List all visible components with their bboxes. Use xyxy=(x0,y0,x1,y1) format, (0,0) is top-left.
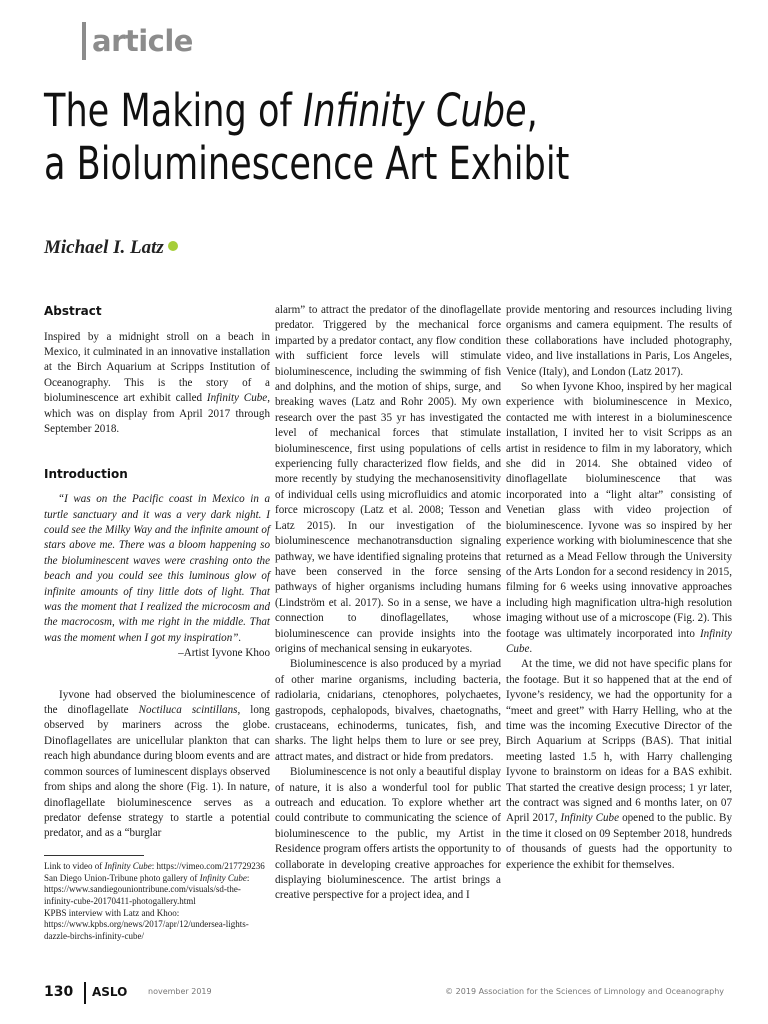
title-line2: a Bioluminescence Art Exhibit xyxy=(44,137,570,191)
title-line1-pre: The Making of xyxy=(44,84,303,137)
orcid-icon[interactable] xyxy=(168,241,178,251)
page-number: 130 xyxy=(44,984,74,1000)
col2-paragraph-2: Bioluminescence is also produced by a myriad of other marine organisms, including bacteria, radiolaria, cnidarians, ctenophores, polychaetes, gastropods, cephalopods, bivalves, chaetognaths, crustaceans, echinoderms, tunicates, fish, and sharks. The light helps them to lure or see prey, attract mates, and distract or hide from predators. xyxy=(275,658,501,763)
column-3 xyxy=(506,303,732,873)
author-name: Michael I. Latz xyxy=(44,237,164,258)
footnote-kpbs[interactable]: KPBS interview with Latz and Khoo: https://www.kpbs.org/news/2017/apr/12/undersea-lights-dazzle-birchs-infinity-cube/ xyxy=(44,907,249,942)
column-2 xyxy=(275,303,501,904)
section-label: article xyxy=(92,24,193,58)
footnotes xyxy=(44,855,270,943)
issue-date: november 2019 xyxy=(148,987,212,996)
abstract-text: Inspired by a midnight stroll on a beach in Mexico, it culminated in an innovative installation at the Birch Aquarium at Scripps Institution of Oceanography. This is the story of a bioluminescence art exhibit called Infinity Cube, which was on display from April 2017 through September 2018. xyxy=(44,330,271,436)
article-title xyxy=(44,84,590,190)
footnote-video[interactable]: Link to video of Infinity Cube: https://vimeo.com/217729236 xyxy=(44,861,265,871)
abstract-heading: Abstract xyxy=(44,304,102,318)
epigraph-quote: “I was on the Pacific coast in Mexico in a turtle sanctuary and it was a very dark night. I could see the Milky Way and the infinite amount of stars above me. There was a bloom happening so the bioluminescent waves were crashing onto the beach and you could see this luminous glow of infinite amounts of tiny little dots of light. That was the moment that I realized the microcosm and the macrocosm, with me right in the middle. That was the moment when I got my inspiration”. xyxy=(44,493,270,644)
footnote-gallery[interactable]: San Diego Union-Tribune photo gallery of Infinity Cube: https://www.sandiegouniontribune.com/visuals/sd-the-infinity-cube-20170411-photogallery.html xyxy=(44,872,250,907)
section-bar xyxy=(82,22,86,60)
col3-paragraph-2: So when Iyvone Khoo, inspired by her magical experience with bioluminescence in Mexico, contacted me with interest in a bioluminescence installation, I invited her to visit Scripps as an artist in residence to film in my laboratory, which she did in 2014. She obtained video of dinoflagellate bioluminescence that was incorporated into a “light altar” consisting of Venetian glass with video projection of bioluminescence. Iyvone was so inspired by her experience working with bioluminescence that she returned as a Mead Fellow through the University of the Arts London for a second residency in 2015, filming for 6 weeks using innovative approaches including high magnification ultra-high resolution imaging without use of a microscope (Fig. 2). This footage was ultimately incorporated into Infinity Cube. xyxy=(506,381,732,655)
col3-paragraph-1: provide mentoring and resources including living organisms and camera equipment. The results of these collaborations have included photography, video, and live installations in Paris, Los Angeles, Venice (Italy), and London (Latz 2017). xyxy=(506,304,732,378)
title-line1-em: Infinity Cube xyxy=(302,84,527,137)
author-line xyxy=(44,237,178,259)
epigraph-attribution: –Artist Iyvone Khoo xyxy=(178,647,270,660)
introduction-heading: Introduction xyxy=(44,466,128,481)
column-1 xyxy=(44,303,270,842)
title-line1-post: , xyxy=(526,84,538,137)
footer-divider xyxy=(84,982,86,1004)
col2-paragraph-1: alarm” to attract the predator of the dinoflagellate predator. Triggered by the mechanical force imparted by a predator contact, any flow condition with sufficient force levels will stimulate bioluminescence, including the swimming of fish and dolphins, and the motion of ships, surge, and breaking waves (Latz and Rohr 2005). My own research over the past 35 yr has investigated the level of mechanical forces that stimulate bioluminescence, first using populations of cells experiencing fully characterized flow fields, and more recently by studying the mechanosensitivity of individual cells using microfluidics and atomic force microscopy (Latz et al. 2008; Tesson and Latz 2015). In our investigation of the bioluminescence mechanotransduction signaling pathway, we have identified signaling proteins that have been conserved in the force sensing pathways of higher organisms including humans (Lindström et al. 2017). So in a sense, we have a connection to dinoflagellates, whose bioluminescence can provide insights into the origins of mechanical sensing in eukaryotes. xyxy=(275,304,501,655)
page-footer xyxy=(0,982,768,1012)
col2-paragraph-3: Bioluminescence is not only a beautiful display of nature, it is also a wonderful tool for public outreach and education. To explore whether art could contribute to communicating the science of bioluminescence to the public, my Artist in Residence program offers artists the opportunity to collaborate in developing creative approaches for displaying bioluminescence. The artist brings a creative perspective for a project idea, and I xyxy=(275,766,501,902)
footnote-rule xyxy=(44,855,144,856)
intro-paragraph: Iyvone had observed the bioluminescence of the dinoflagellate Noctiluca scintillans, long observed by mariners across the globe. Dinoflagellates are unicellular plankton that can reach high abundance during bloom events and are common sources of luminescent displays observed from ships and along the shore (Fig. 1). In nature, dinoflagellate bioluminescence serves as a predator defense strategy to startle a potential predator, and as a “burglar xyxy=(44,688,270,840)
copyright-notice: © 2019 Association for the Sciences of Limnology and Oceanography xyxy=(445,987,724,996)
col3-paragraph-3: At the time, we did not have specific plans for the footage. But it so happened that at the end of Iyvone’s residency, we had the opportunity for a “meet and greet” with Harry Helling, who at the time was the incoming Executive Director of the Birch Aquarium at Scripps (BAS). That initial meeting lasted 1.5 h, with Harry challenging Iyvone to brainstorm on ideas for a BAS exhibit. That started the creative design process; 1 yr later, the contract was signed and 6 months later, on 07 April 2017, Infinity Cube opened to the public. By the time it closed on 09 September 2018, hundreds of thousands of guests had the opportunity to experience the exhibit for themselves. xyxy=(506,658,732,871)
journal-logo: ASLO xyxy=(92,985,128,999)
